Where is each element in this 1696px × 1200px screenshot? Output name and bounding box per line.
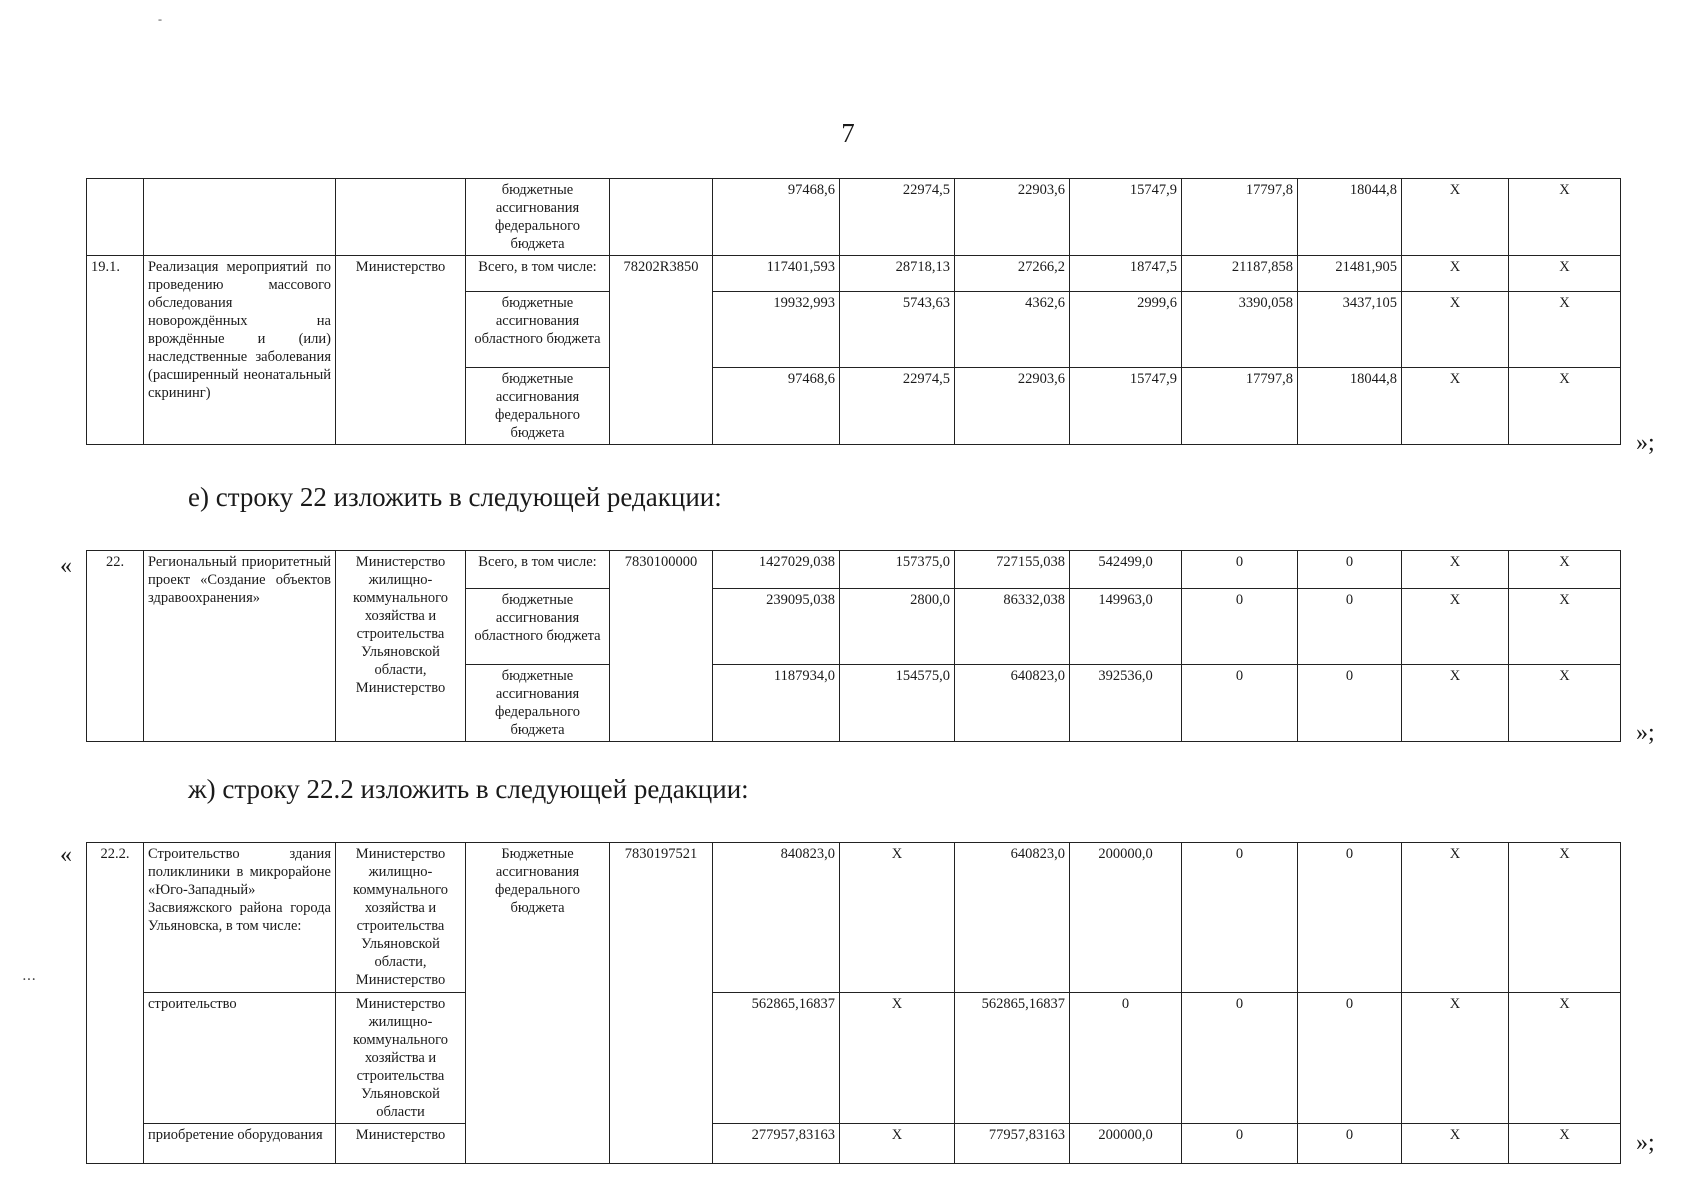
row-name-cell: строительство (144, 993, 336, 1124)
funding-source-cell: Всего, в том числе: (466, 256, 610, 292)
value-cell: 21481,905 (1298, 256, 1402, 292)
funding-source-cell: Бюджетные ассигнования федерального бюджета (466, 843, 610, 1164)
value-cell: X (1402, 993, 1509, 1124)
table-row (87, 551, 1621, 589)
value-cell: X (1509, 368, 1621, 445)
value-cell: 0 (1298, 1124, 1402, 1164)
value-cell: 21187,858 (1182, 256, 1298, 292)
value-cell: 1187934,0 (713, 665, 840, 742)
responsible-cell: Министерство (336, 1124, 466, 1164)
row-number-cell: 22. (87, 551, 144, 742)
responsible-cell: Министерство жилищно-коммунального хозяйства и строительства Ульяновской области, Министерство (336, 843, 466, 993)
value-cell: X (1402, 179, 1509, 256)
value-cell: 200000,0 (1070, 1124, 1182, 1164)
value-cell: 15747,9 (1070, 179, 1182, 256)
value-cell: X (1402, 368, 1509, 445)
value-cell: 3390,058 (1182, 292, 1298, 368)
row-name-cell: Реализация мероприятий по проведению массового обследования новорождённых на врождённые и (или) наследственные заболевания (расширенный неонатальный скрининг) (144, 256, 336, 445)
value-cell: 0 (1298, 843, 1402, 993)
value-cell: X (1509, 551, 1621, 589)
value-cell: X (1509, 843, 1621, 993)
responsible-cell: Министерство жилищно-коммунального хозяйства и строительства Ульяновской области, Министерство (336, 551, 466, 742)
value-cell: X (1509, 993, 1621, 1124)
value-cell: X (1402, 589, 1509, 665)
value-cell: 2800,0 (840, 589, 955, 665)
value-cell: 86332,038 (955, 589, 1070, 665)
amendment-heading-zh: ж) строку 22.2 изложить в следующей редакции: (188, 774, 749, 804)
value-cell: 0 (1182, 993, 1298, 1124)
value-cell: X (1509, 1124, 1621, 1164)
value-cell: 2999,6 (1070, 292, 1182, 368)
funding-source-cell: Всего, в том числе: (466, 551, 610, 589)
value-cell: X (840, 843, 955, 993)
closing-quote: »; (1636, 720, 1655, 746)
value-cell: X (1402, 256, 1509, 292)
value-cell: X (1509, 179, 1621, 256)
value-cell: 19932,993 (713, 292, 840, 368)
scan-speck: - (158, 12, 162, 26)
value-cell: 77957,83163 (955, 1124, 1070, 1164)
value-cell: 640823,0 (955, 843, 1070, 993)
value-cell: 562865,16837 (955, 993, 1070, 1124)
value-cell: 0 (1182, 551, 1298, 589)
value-cell: 22974,5 (840, 179, 955, 256)
code-cell: 78202R3850 (610, 256, 713, 445)
table-row (87, 179, 1621, 256)
value-cell: 17797,8 (1182, 368, 1298, 445)
value-cell: 97468,6 (713, 179, 840, 256)
value-cell: 542499,0 (1070, 551, 1182, 589)
value-cell: 0 (1182, 589, 1298, 665)
row-name-cell: Строительство здания поликлиники в микрорайоне «Юго-Западный» Засвияжского района города Ульяновска, в том числе: (144, 843, 336, 993)
value-cell: 3437,105 (1298, 292, 1402, 368)
row-name-cell: приобретение оборудования (144, 1124, 336, 1164)
value-cell: 18747,5 (1070, 256, 1182, 292)
opening-quote: « (60, 553, 72, 579)
value-cell: 0 (1298, 665, 1402, 742)
table-row-22-2 (86, 842, 1621, 1164)
value-cell: 1427029,038 (713, 551, 840, 589)
closing-quote: »; (1636, 1130, 1655, 1156)
responsible-cell: Министерство (336, 256, 466, 445)
table-row (87, 843, 1621, 993)
value-cell: 239095,038 (713, 589, 840, 665)
value-cell: 562865,16837 (713, 993, 840, 1124)
closing-quote: »; (1636, 430, 1655, 456)
value-cell: 0 (1298, 589, 1402, 665)
code-cell: 7830100000 (610, 551, 713, 742)
table-row-19-1 (86, 178, 1621, 445)
row-name-cell: Региональный приоритетный проект «Создание объектов здравоохранения» (144, 551, 336, 742)
code-cell: 7830197521 (610, 843, 713, 1164)
value-cell: 22903,6 (955, 368, 1070, 445)
value-cell: 640823,0 (955, 665, 1070, 742)
value-cell: X (1402, 292, 1509, 368)
value-cell: 0 (1182, 1124, 1298, 1164)
value-cell: X (1509, 589, 1621, 665)
responsible-cell: Министерство жилищно-коммунального хозяйства и строительства Ульяновской области (336, 993, 466, 1124)
value-cell: X (840, 1124, 955, 1164)
funding-source-cell: бюджетные ассигнования областного бюджета (466, 589, 610, 665)
table-row (87, 993, 1621, 1124)
row-number-cell: 19.1. (87, 256, 144, 445)
value-cell: 200000,0 (1070, 843, 1182, 993)
value-cell: X (1402, 1124, 1509, 1164)
value-cell: 277957,83163 (713, 1124, 840, 1164)
table-row (87, 1124, 1621, 1164)
value-cell: 22903,6 (955, 179, 1070, 256)
row-number-cell: 22.2. (87, 843, 144, 1164)
opening-quote: « (60, 842, 72, 868)
value-cell: 392536,0 (1070, 665, 1182, 742)
amendment-heading-e: е) строку 22 изложить в следующей редакции: (188, 482, 722, 512)
value-cell: X (840, 993, 955, 1124)
value-cell: 840823,0 (713, 843, 840, 993)
value-cell: 15747,9 (1070, 368, 1182, 445)
page-number: 7 (841, 118, 855, 148)
value-cell: 149963,0 (1070, 589, 1182, 665)
table-row (87, 256, 1621, 292)
value-cell: 154575,0 (840, 665, 955, 742)
value-cell: 27266,2 (955, 256, 1070, 292)
table-row-22 (86, 550, 1621, 742)
value-cell: X (1402, 551, 1509, 589)
value-cell: 0 (1182, 665, 1298, 742)
funding-source-cell: бюджетные ассигнования федерального бюджета (466, 665, 610, 742)
value-cell: 117401,593 (713, 256, 840, 292)
value-cell: 157375,0 (840, 551, 955, 589)
funding-source-cell: бюджетные ассигнования федерального бюджета (466, 179, 610, 256)
value-cell: X (1509, 292, 1621, 368)
funding-source-cell: бюджетные ассигнования федерального бюджета (466, 368, 610, 445)
value-cell: X (1509, 665, 1621, 742)
value-cell: X (1402, 843, 1509, 993)
funding-source-cell: бюджетные ассигнования областного бюджета (466, 292, 610, 368)
value-cell: X (1509, 256, 1621, 292)
value-cell: 0 (1070, 993, 1182, 1124)
scan-speck: ․․․ (22, 969, 37, 984)
value-cell: 0 (1298, 993, 1402, 1124)
value-cell: 28718,13 (840, 256, 955, 292)
value-cell: X (1402, 665, 1509, 742)
value-cell: 22974,5 (840, 368, 955, 445)
value-cell: 4362,6 (955, 292, 1070, 368)
value-cell: 0 (1182, 843, 1298, 993)
value-cell: 727155,038 (955, 551, 1070, 589)
value-cell: 5743,63 (840, 292, 955, 368)
value-cell: 18044,8 (1298, 179, 1402, 256)
value-cell: 17797,8 (1182, 179, 1298, 256)
value-cell: 97468,6 (713, 368, 840, 445)
value-cell: 18044,8 (1298, 368, 1402, 445)
value-cell: 0 (1298, 551, 1402, 589)
